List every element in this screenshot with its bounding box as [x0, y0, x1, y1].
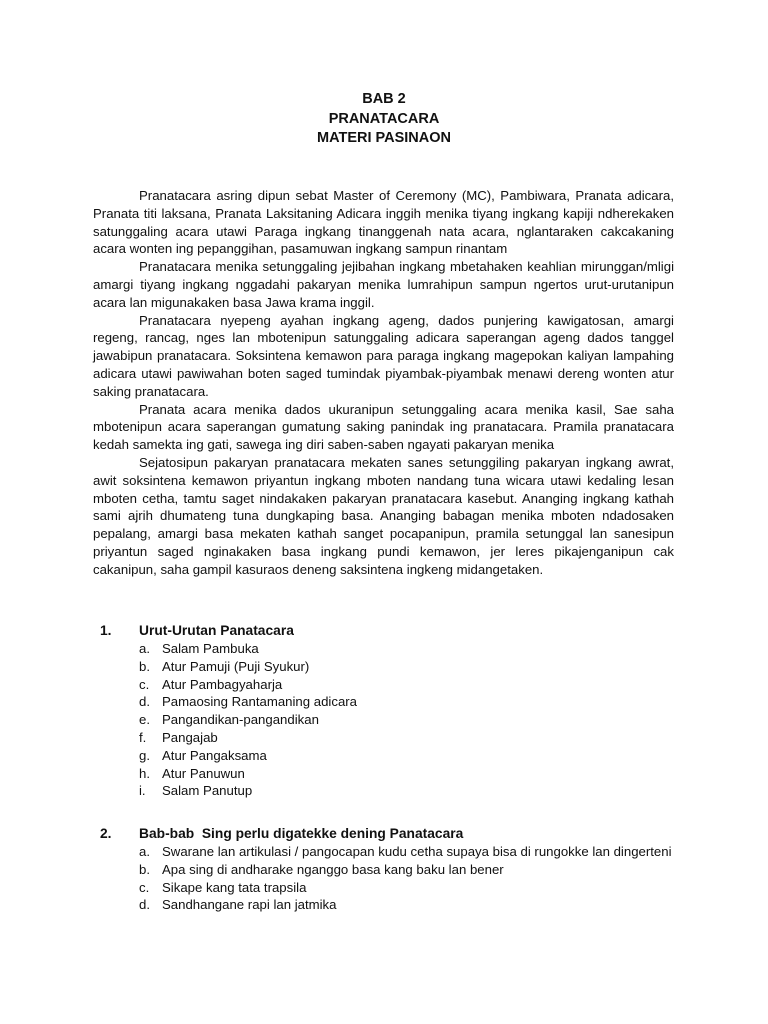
list-item-text: Salam Pambuka: [162, 641, 259, 656]
list-item: [93, 782, 674, 800]
list-marker: a.: [139, 844, 150, 859]
list-marker: c.: [139, 879, 150, 895]
section-urut-urutan: [93, 622, 674, 800]
chapter-subtitle: MATERI PASINAON: [317, 130, 451, 146]
chapter-number: BAB 2: [362, 91, 406, 107]
list-marker: g.: [139, 747, 150, 763]
list-marker: f.: [139, 729, 147, 745]
list-item: [93, 879, 674, 897]
list-marker: a.: [139, 641, 150, 656]
list-item-text: Sikape kang tata trapsila: [162, 879, 307, 895]
list-marker: b.: [139, 861, 150, 877]
list-item: [93, 658, 674, 676]
list-marker: e.: [139, 712, 150, 728]
section-number: 1.: [100, 623, 112, 638]
list-item-text: Pangandikan-pangandikan: [162, 712, 319, 728]
chapter-heading: [0, 90, 768, 149]
section-title: Bab-bab Sing perlu digatekke dening Panatacara: [139, 826, 464, 841]
list-item: [93, 765, 674, 783]
list-item-text: Sandhangane rapi lan jatmika: [162, 897, 337, 913]
list-item: [93, 711, 674, 729]
sub-list: [93, 640, 674, 800]
list-item: [93, 676, 674, 694]
list-item: [93, 896, 674, 914]
list-item-text: Pangajab: [162, 729, 218, 745]
section-bab-bab: [93, 825, 674, 914]
list-marker: d.: [139, 694, 150, 710]
chapter-title: PRANATACARA: [328, 110, 440, 127]
list-item: [93, 640, 674, 658]
list-marker: b.: [139, 658, 150, 674]
list-item-text: Swarane lan artikulasi / pangocapan kudu cetha supaya bisa di rungokke lan dingerteni: [162, 844, 672, 859]
section-number: 2.: [100, 826, 112, 841]
list-marker: c.: [139, 676, 150, 692]
list-item-text: Pamaosing Rantamaning adicara: [162, 694, 357, 710]
list-item: [93, 693, 674, 711]
list-marker: i.: [139, 783, 146, 799]
sub-list: [93, 843, 674, 914]
section-heading: [93, 825, 674, 843]
section-heading: [93, 622, 674, 640]
paragraph: Pranatacara menika setunggaling jejibahan ingkang mbetahaken keahlian mirunggan/mligi amargi tiyang ingkang nggadahi pakaryan menika lumrahipun sampun ngertos urut-urutanipun acara lan migunakaken basa Jawa krama inggil.: [93, 259, 674, 310]
list-item-text: Atur Pangaksama: [162, 747, 267, 763]
body-text: [93, 187, 674, 579]
list-item: [93, 729, 674, 747]
paragraph: Pranatacara asring dipun sebat Master of Ceremony (MC), Pambiwara, Pranata adicara, Pranata titi laksana, Pranata Laksitaning Adicara inggih menika tiyang ingkang kapiji ndherekaken satunggaling acara utawi Paraga ingkang tinanggenah nata acara, nglantaraken cakcakaning acara wonten ing pepanggihan, pasamuwan ingkang sampun rinantam: [93, 188, 674, 257]
list-item: [93, 843, 674, 861]
list-marker: d.: [139, 897, 150, 913]
list-item: [93, 747, 674, 765]
list-item-text: Apa sing di andharake nganggo basa kang baku lan bener: [162, 861, 504, 877]
list-item: [93, 861, 674, 879]
list-item-text: Salam Panutup: [162, 783, 253, 799]
section-title: Urut-Urutan Panatacara: [139, 623, 294, 638]
paragraph: Sejatosipun pakaryan pranatacara mekaten sanes setunggiling pakaryan ingkang awrat, awit soksintena kemawon priyantun ingkang mboten nandang tuna wicara utawi kedaling lesan mboten cetha, tamtu saget nindakaken pakaryan pranatacara kasebut. Ananging ingkang kathah sami ajrih dhumateng tuna dungkaping basa. Ananging babagan menika mboten ndadosaken pepalang, amargi basa mekaten kathah sanget pocapanipun, pramila setunggal lan sanesipun priyantun saged nginakaken basa ingkang pundi kemawon, jer leres pikajenganipun cak cakanipun, saha gampil kasuraos deneng saksintena ingkeng midangetaken.: [93, 454, 674, 577]
list-item-text: Atur Pamuji (Puji Syukur): [162, 658, 310, 674]
paragraph: Pranatacara nyepeng ayahan ingkang ageng, dados punjering kawigatosan, amargi regeng, rancag, nges lan mbotenipun satunggaling adicara saperangan ageng dados tanggel jawabipun pranatacara. Soksintena kemawon para paraga ingkang magepokan kaliyan lampahing adicara utawi pawiwahan boten saged tumindak piyambak-piyambak menawi dereng wonten atur saking pranatacara.: [93, 312, 674, 399]
list-item-text: Atur Panuwun: [162, 765, 245, 781]
list-item-text: Atur Pambagyaharja: [162, 676, 283, 692]
list-marker: h.: [139, 765, 150, 781]
paragraph: Pranata acara menika dados ukuranipun setunggaling acara menika kasil, Sae saha mbotenipun acara saperangan gumatung saking panindak ing pranatacara. Pramila pranatacara kedah samekta ing gati, sawega ing diri saben-saben ngayati pakaryan menika: [93, 401, 674, 453]
